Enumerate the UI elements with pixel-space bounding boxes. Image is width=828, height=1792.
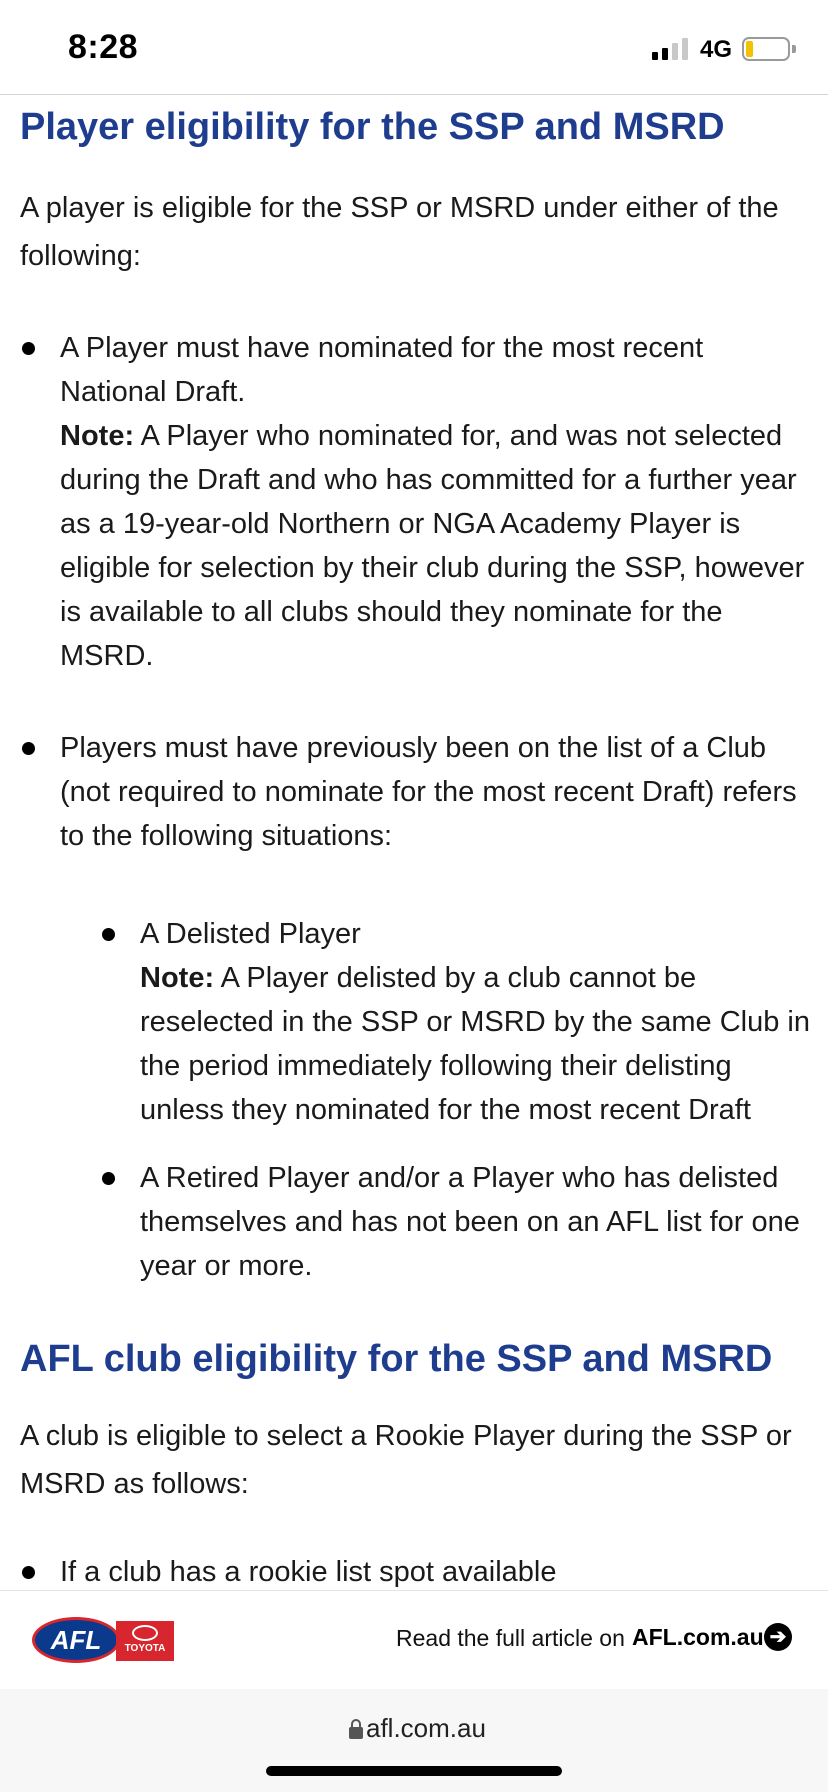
status-time: 8:28 bbox=[68, 28, 139, 66]
note-label: Note: bbox=[60, 420, 135, 452]
arrow-right-icon[interactable]: ➔ bbox=[764, 1623, 792, 1651]
battery-icon bbox=[742, 37, 790, 61]
bullet-icon bbox=[22, 742, 35, 755]
bullet-icon bbox=[22, 1566, 35, 1579]
list-item bbox=[60, 726, 810, 858]
heading-club-eligibility: AFL club eligibility for the SSP and MSRD bbox=[20, 1338, 773, 1380]
heading-player-eligibility: Player eligibility for the SSP and MSRD bbox=[20, 106, 725, 148]
bullet1-text: A Player must have nominated for the most recent National Draft. bbox=[60, 332, 704, 408]
intro-player-eligibility: A player is eligible for the SSP or MSRD under either of the following: bbox=[20, 192, 779, 272]
bullet2-text: Players must have previously been on the list of a Club (not required to nominate for the most recent Draft) refers to the following situations: bbox=[60, 732, 797, 852]
url-text[interactable]: afl.com.au bbox=[366, 1713, 486, 1743]
afl-site-link[interactable]: AFL.com.au bbox=[632, 1624, 764, 1650]
browser-address-bar[interactable] bbox=[0, 1689, 828, 1792]
note-label: Note: bbox=[140, 962, 215, 994]
list-item bbox=[60, 1550, 810, 1590]
afl-logo-text: AFL bbox=[32, 1617, 120, 1663]
status-bar bbox=[0, 0, 828, 95]
bullet-icon bbox=[22, 342, 35, 355]
article-content[interactable] bbox=[0, 94, 828, 1590]
list-item bbox=[60, 326, 810, 678]
sub-list-item bbox=[140, 1156, 820, 1288]
afl-toyota-logo bbox=[32, 1617, 174, 1663]
cellular-signal-icon bbox=[652, 38, 692, 60]
network-type: 4G bbox=[700, 36, 733, 63]
read-full-article-banner[interactable] bbox=[0, 1590, 828, 1690]
sub1-title: A Delisted Player bbox=[140, 918, 361, 950]
sub2-text: A Retired Player and/or a Player who has delisted themselves and has not been on an AFL list for one year or more. bbox=[140, 1162, 800, 1282]
intro-club-eligibility: A club is eligible to select a Rookie Player during the SSP or MSRD as follows: bbox=[20, 1420, 792, 1500]
read-full-article-text[interactable]: Read the full article on bbox=[396, 1625, 625, 1651]
sub-list-item bbox=[140, 912, 820, 1132]
bullet-icon bbox=[102, 928, 115, 941]
sub1-note-text: A Player delisted by a club cannot be reselected in the SSP or MSRD by the same Club in the period immediately following their delisting unless they nominated for the most recent Draft bbox=[140, 962, 811, 1126]
bullet3-text: If a club has a rookie list spot available bbox=[60, 1556, 557, 1588]
toyota-emblem-icon bbox=[132, 1625, 158, 1641]
lock-icon bbox=[349, 1719, 363, 1739]
toyota-logo bbox=[116, 1621, 174, 1661]
toyota-logo-text: TOYOTA bbox=[124, 1643, 166, 1654]
bullet1-note-text: A Player who nominated for, and was not selected during the Draft and who has committed for a further year as a 19-year-old Northern or NGA Academy Player is eligible for selection by their club during the SSP, however is available to all clubs should they nominate for the MSRD. bbox=[60, 420, 805, 672]
bullet-icon bbox=[102, 1172, 115, 1185]
home-indicator[interactable] bbox=[266, 1766, 562, 1776]
